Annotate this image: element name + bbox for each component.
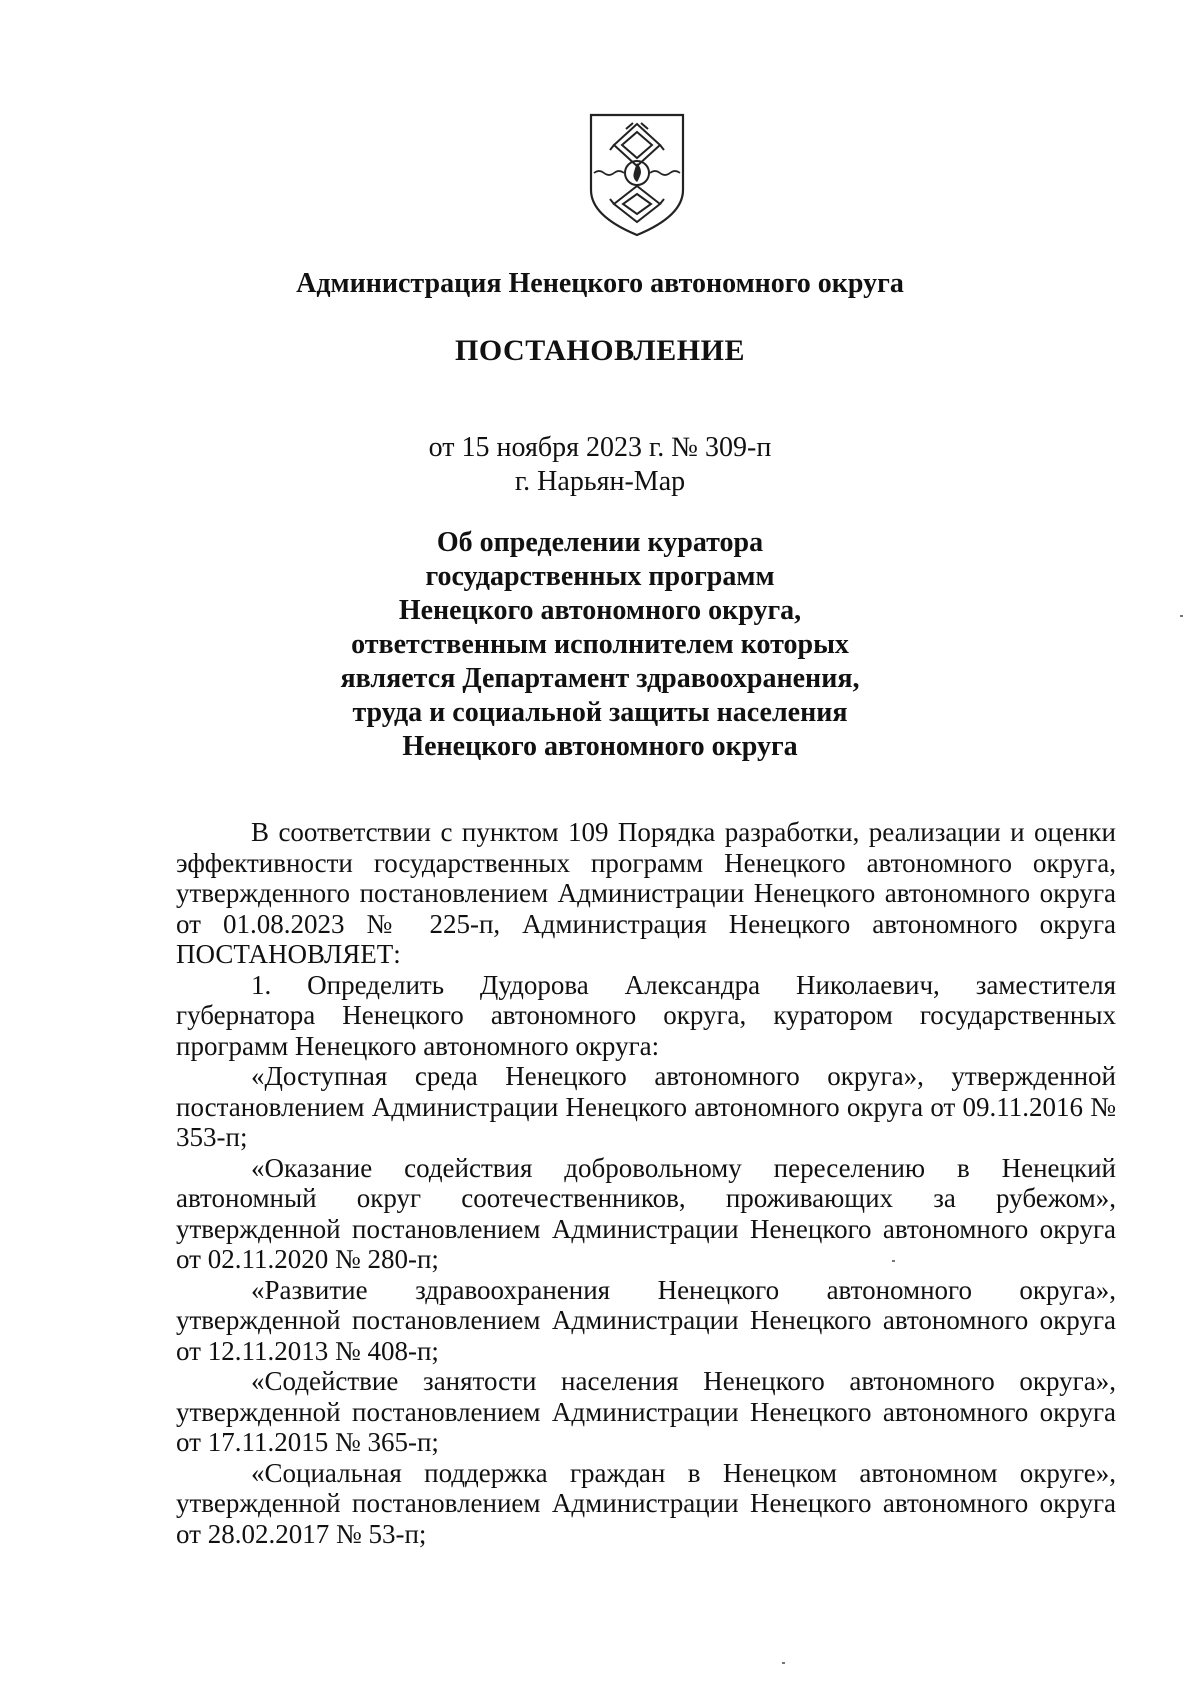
subject-line: является Департамент здравоохранения, (340, 663, 860, 694)
subject-line: Ненецкого автономного округа (402, 731, 798, 762)
subject-line: ответственным исполнителем которых (351, 629, 849, 660)
scan-speck (1180, 615, 1183, 617)
subject-line: государственных программ (425, 561, 775, 592)
body-paragraph: «Доступная среда Ненецкого автономного округа», утвержденной постановлением Администрации Ненецкого автономного округа от 09.11.2016 № 353-п; (176, 1061, 1116, 1152)
document-type-heading: ПОСТАНОВЛЕНИЕ (455, 334, 745, 367)
body-paragraph: «Оказание содействия добровольному переселению в Ненецкий автономный округ соотечественников, проживающих за рубежом», утвержденной постановлением Администрации Ненецкого автономного округа от 02.11.2020 № 280-п; (176, 1152, 1116, 1274)
scan-speck (782, 1662, 785, 1664)
body-paragraph: «Социальная поддержка граждан в Ненецком автономном округе», утвержденной постановлением Администрации Ненецкого автономного округа от 28.02.2017 № 53-п; (176, 1457, 1116, 1549)
subject-line: Ненецкого автономного округа, (398, 595, 802, 626)
document-date-number: от 15 ноября 2023 г. № 309-п (428, 432, 772, 463)
body-paragraph: В соответствии с пунктом 109 Порядка разработки, реализации и оценки эффективности государственных программ Ненецкого автономного округа, утвержденного постановлением Администрации Ненецкого автономного округа от 01.08.2023 № 225-п, Администрация Ненецкого автономного округа ПОСТАНОВЛЯЕТ: (176, 817, 1116, 969)
body-paragraph: 1. Определить Дудорова Александра Николаевич, заместителя губернатора Ненецкого автономного округа, куратором государственных программ Ненецкого автономного округа: (176, 969, 1116, 1061)
document-body (176, 817, 1116, 1549)
subject-line: Об определении куратора (436, 527, 764, 558)
document-city: г. Нарьян-Мар (514, 466, 686, 497)
document-subject (0, 526, 1200, 764)
subject-line: труда и социальной защиты населения (352, 697, 848, 728)
nenets-coat-of-arms-icon (588, 112, 686, 238)
scan-speck (892, 1260, 895, 1262)
body-paragraph: «Содействие занятости населения Ненецкого автономного округа», утвержденной постановлением Администрации Ненецкого автономного округа от 17.11.2015 № 365-п; (176, 1366, 1116, 1457)
body-paragraph: «Развитие здравоохранения Ненецкого автономного округа», утвержденной постановлением Администрации Ненецкого автономного округа от 12.11.2013 № 408-п; (176, 1274, 1116, 1366)
organization-title: Администрация Ненецкого автономного округа (296, 268, 904, 299)
